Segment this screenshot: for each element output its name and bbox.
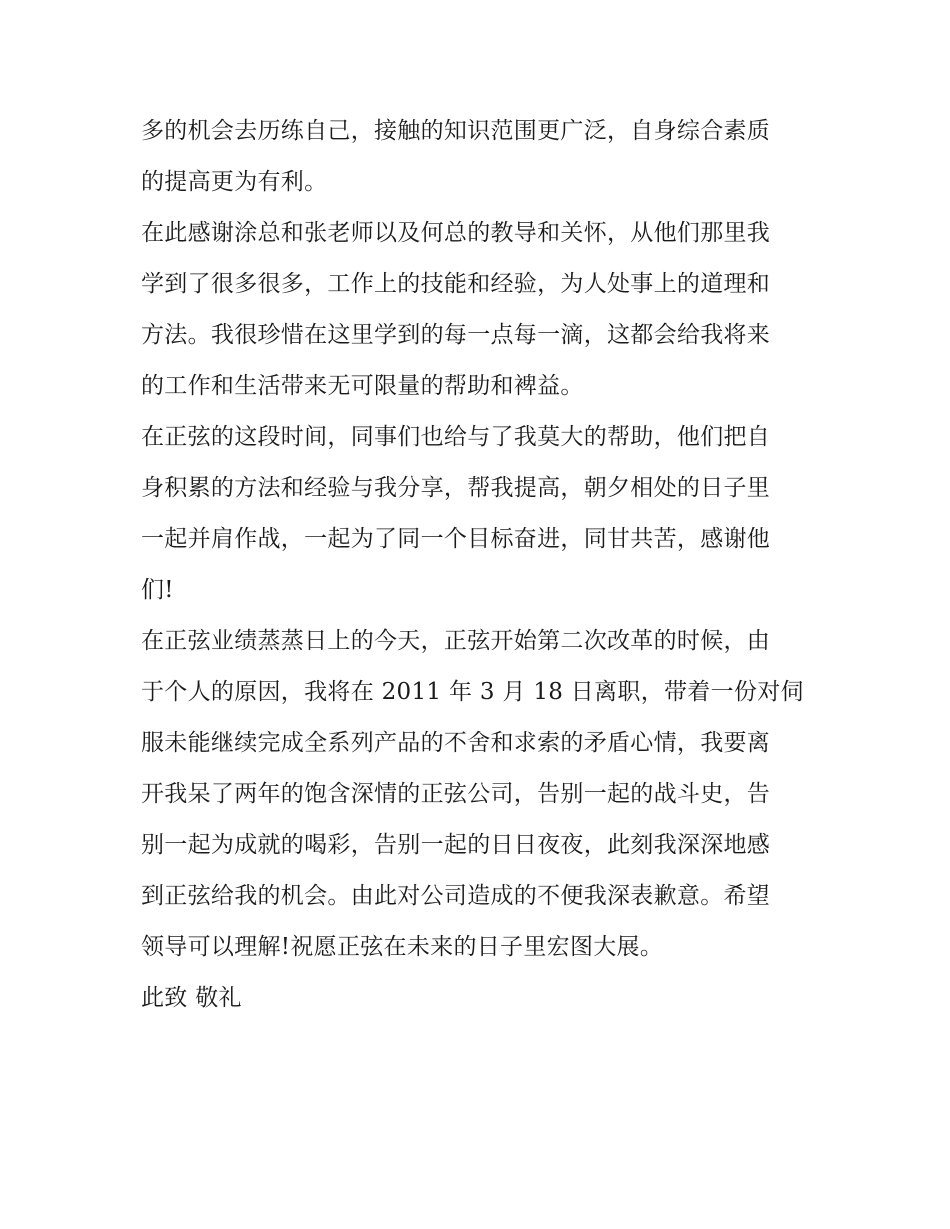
text-line: 的提高更为有利。 [141, 169, 328, 195]
text-line: 别一起为成就的喝彩，告别一起的日日夜夜，此刻我深深地感 [141, 832, 771, 858]
text-line: 身积累的方法和经验与我分享，帮我提高，朝夕相处的日子里 [141, 475, 771, 501]
text-line: 到正弦给我的机会。由此对公司造成的不便我深表歉意。希望 [141, 883, 771, 909]
text-line: 开我呆了两年的饱含深情的正弦公司，告别一起的战斗史，告 [141, 781, 771, 807]
text-line: 学到了很多很多，工作上的技能和经验，为人处事上的道理和 [141, 271, 771, 297]
text-line: 在正弦的这段时间，同事们也给与了我莫大的帮助，他们把自 [141, 424, 771, 450]
text-line: 方法。我很珍惜在这里学到的每一点每一滴，这都会给我将来 [141, 322, 771, 348]
text-line: 们! [141, 577, 174, 603]
text-line: 多的机会去历练自己，接触的知识范围更广泛，自身综合素质 [141, 118, 771, 144]
text-line: 一起并肩作战，一起为了同一个目标奋进，同甘共苦，感谢他 [141, 526, 771, 552]
text-line: 服未能继续完成全系列产品的不舍和求索的矛盾心情，我要离 [141, 730, 771, 756]
text-line: 领导可以理解!祝愿正弦在未来的日子里宏图大展。 [141, 934, 664, 960]
text-line: 在此感谢涂总和张老师以及何总的教导和关怀，从他们那里我 [141, 220, 771, 246]
closing-salutation: 此致 敬礼 [141, 985, 242, 1011]
text-line: 的工作和生活带来无可限量的帮助和裨益。 [141, 373, 584, 399]
text-line: 在正弦业绩蒸蒸日上的今天，正弦开始第二次改革的时候，由 [141, 628, 771, 654]
letter-body [141, 106, 821, 1024]
text-line: 于个人的原因，我将在 2011 年 3 月 18 日离职，带着一份对伺 [141, 679, 804, 705]
